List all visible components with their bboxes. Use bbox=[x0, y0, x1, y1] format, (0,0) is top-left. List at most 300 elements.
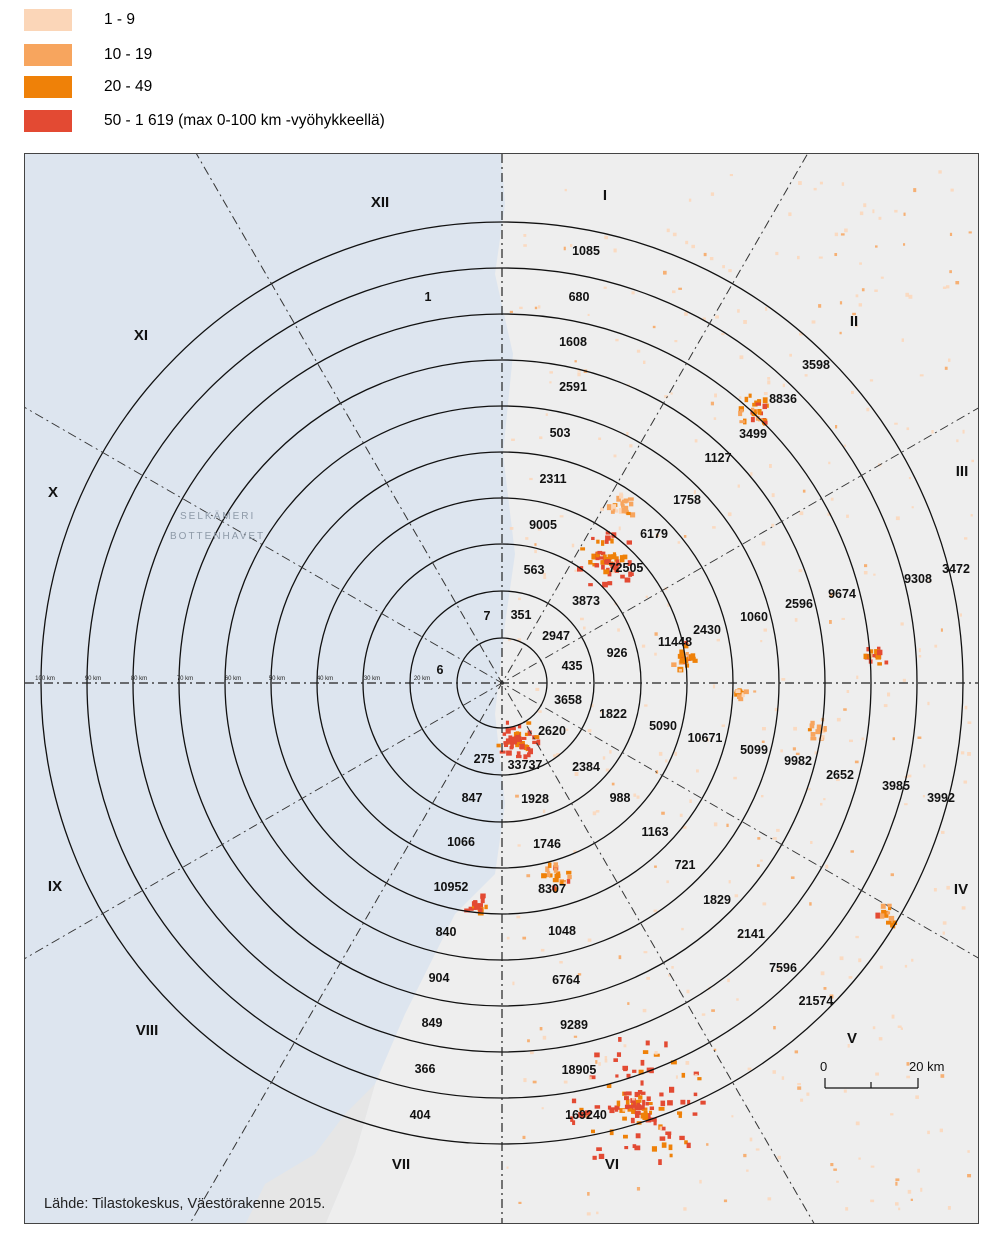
population-cell bbox=[547, 871, 550, 877]
population-cell bbox=[836, 1181, 839, 1183]
population-value: 5090 bbox=[649, 719, 677, 733]
population-value: 2311 bbox=[539, 472, 567, 486]
population-cell bbox=[844, 445, 846, 447]
population-value: 1060 bbox=[740, 610, 768, 624]
population-cell bbox=[808, 728, 812, 731]
population-cell bbox=[760, 860, 763, 862]
population-cell bbox=[695, 439, 698, 442]
population-value: 3499 bbox=[739, 427, 767, 441]
population-cell bbox=[851, 850, 854, 852]
population-cell bbox=[920, 1188, 922, 1192]
population-cell bbox=[881, 277, 884, 279]
population-cell bbox=[849, 740, 853, 742]
population-cell bbox=[588, 314, 590, 316]
population-cell bbox=[522, 937, 526, 940]
legend-swatch bbox=[24, 110, 72, 132]
population-cell bbox=[609, 750, 611, 753]
population-cell bbox=[566, 871, 571, 875]
population-cell bbox=[478, 908, 482, 912]
legend-item-50-plus bbox=[24, 110, 385, 132]
population-cell bbox=[946, 886, 950, 890]
population-cell bbox=[834, 253, 837, 256]
population-cell bbox=[895, 1178, 899, 1181]
population-cell bbox=[632, 291, 635, 294]
population-cell bbox=[637, 796, 640, 799]
population-cell bbox=[594, 1053, 599, 1058]
population-cell bbox=[727, 979, 730, 982]
population-cell bbox=[956, 439, 958, 442]
population-cell bbox=[644, 704, 647, 706]
population-cell bbox=[633, 794, 636, 797]
population-cell bbox=[965, 706, 968, 710]
population-cell bbox=[726, 824, 728, 827]
population-cell bbox=[683, 1207, 686, 1210]
population-cell bbox=[738, 485, 740, 488]
population-cell bbox=[659, 1093, 663, 1097]
population-cell bbox=[951, 189, 954, 192]
population-cell bbox=[519, 744, 524, 749]
population-cell bbox=[626, 1091, 632, 1095]
population-cell bbox=[632, 1070, 636, 1073]
sector-label-VI: VI bbox=[604, 1156, 620, 1173]
population-cell bbox=[598, 1062, 601, 1066]
population-cell bbox=[507, 937, 510, 940]
population-cell bbox=[564, 247, 566, 251]
population-cell bbox=[596, 540, 599, 544]
population-cell bbox=[962, 906, 966, 909]
population-cell bbox=[525, 733, 528, 736]
population-cell bbox=[654, 910, 658, 913]
population-cell bbox=[554, 868, 558, 873]
population-cell bbox=[888, 907, 891, 910]
population-cell bbox=[771, 524, 774, 527]
population-cell bbox=[660, 1126, 662, 1130]
population-cell bbox=[717, 639, 720, 641]
population-value: 1066 bbox=[447, 835, 475, 849]
population-cell bbox=[654, 866, 657, 868]
population-cell bbox=[583, 627, 586, 630]
population-value: 3658 bbox=[554, 693, 582, 707]
population-cell bbox=[643, 1009, 647, 1012]
population-cell bbox=[632, 1098, 635, 1100]
population-cell bbox=[711, 402, 714, 406]
population-cell bbox=[851, 391, 854, 394]
population-cell bbox=[805, 374, 808, 376]
population-cell bbox=[901, 1028, 903, 1030]
population-cell bbox=[510, 311, 513, 313]
population-cell bbox=[722, 265, 725, 268]
population-cell bbox=[596, 810, 600, 813]
population-cell bbox=[503, 732, 507, 736]
population-cell bbox=[884, 704, 888, 707]
population-cell bbox=[800, 1099, 803, 1102]
population-cell bbox=[686, 652, 689, 655]
population-cell bbox=[654, 653, 657, 656]
population-cell bbox=[679, 1136, 684, 1140]
population-cell bbox=[737, 309, 740, 312]
population-cell bbox=[901, 622, 904, 625]
ring-label: 20 km bbox=[413, 676, 431, 682]
sector-label-XII: XII bbox=[370, 194, 390, 211]
population-cell bbox=[506, 728, 511, 734]
population-cell bbox=[631, 1118, 635, 1123]
population-cell bbox=[884, 914, 888, 918]
population-cell bbox=[667, 229, 670, 233]
population-cell bbox=[711, 1009, 715, 1012]
population-cell bbox=[607, 504, 612, 510]
population-cell bbox=[751, 417, 755, 422]
population-cell bbox=[702, 1013, 705, 1015]
population-cell bbox=[601, 540, 604, 546]
population-cell bbox=[699, 1180, 701, 1184]
population-cell bbox=[793, 747, 796, 750]
population-cell bbox=[908, 1190, 911, 1194]
population-cell bbox=[810, 841, 812, 844]
legend-item-10-19 bbox=[24, 44, 152, 66]
population-cell bbox=[842, 618, 845, 620]
population-cell bbox=[622, 1066, 628, 1070]
population-cell bbox=[860, 212, 863, 216]
population-cell bbox=[835, 425, 837, 428]
population-value: 351 bbox=[510, 608, 532, 622]
population-cell bbox=[943, 287, 946, 289]
population-cell bbox=[577, 372, 580, 376]
population-cell bbox=[968, 721, 972, 724]
population-cell bbox=[967, 752, 971, 756]
population-cell bbox=[858, 1158, 860, 1160]
population-cell bbox=[879, 217, 882, 220]
population-cell bbox=[625, 578, 631, 583]
population-cell bbox=[597, 551, 602, 554]
population-cell bbox=[625, 1105, 629, 1110]
population-cell bbox=[819, 257, 823, 259]
ring-label: 70 km bbox=[176, 676, 194, 682]
population-cell bbox=[607, 581, 612, 585]
population-cell bbox=[523, 244, 527, 247]
population-cell bbox=[527, 1039, 530, 1042]
population-cell bbox=[636, 1133, 641, 1138]
sector-label-V: V bbox=[846, 1030, 858, 1047]
population-value: 3873 bbox=[572, 594, 600, 608]
population-cell bbox=[678, 654, 681, 659]
population-cell bbox=[546, 413, 548, 416]
population-cell bbox=[680, 814, 683, 817]
population-value: 8307 bbox=[538, 882, 566, 896]
population-cell bbox=[773, 1070, 776, 1074]
population-cell bbox=[680, 1100, 685, 1105]
population-cell bbox=[967, 1174, 971, 1177]
population-cell bbox=[512, 982, 514, 986]
population-cell bbox=[615, 1074, 618, 1077]
population-value: 2596 bbox=[785, 597, 813, 611]
population-cell bbox=[859, 303, 862, 306]
population-value: 3472 bbox=[942, 562, 970, 576]
population-cell bbox=[855, 936, 858, 938]
population-cell bbox=[661, 812, 665, 815]
population-value: 10952 bbox=[433, 880, 469, 894]
population-cell bbox=[647, 1096, 651, 1101]
population-cell bbox=[587, 1192, 590, 1196]
population-cell bbox=[500, 751, 506, 754]
population-cell bbox=[539, 436, 542, 439]
population-cell bbox=[835, 233, 838, 237]
population-cell bbox=[700, 1101, 705, 1105]
population-cell bbox=[955, 281, 959, 284]
scale-start: 0 bbox=[820, 1059, 828, 1074]
population-cell bbox=[559, 961, 562, 963]
population-cell bbox=[840, 301, 842, 304]
population-cell bbox=[721, 333, 724, 335]
population-value: 6764 bbox=[552, 973, 580, 987]
population-cell bbox=[679, 1114, 682, 1118]
population-cell bbox=[538, 305, 540, 308]
population-cell bbox=[746, 1170, 749, 1172]
population-cell bbox=[824, 726, 827, 732]
population-cell bbox=[684, 535, 686, 538]
population-cell bbox=[764, 629, 767, 632]
population-cell bbox=[510, 527, 514, 530]
population-cell bbox=[763, 404, 768, 409]
population-value: 2430 bbox=[693, 623, 721, 637]
population-cell bbox=[856, 676, 858, 679]
population-cell bbox=[685, 241, 688, 244]
legend-item-1-9 bbox=[24, 9, 135, 31]
ring-label: 50 km bbox=[268, 676, 286, 682]
population-cell bbox=[738, 697, 743, 701]
population-cell bbox=[762, 727, 766, 730]
population-cell bbox=[757, 837, 760, 840]
population-cell bbox=[710, 257, 714, 260]
population-cell bbox=[875, 1073, 879, 1076]
population-value: 721 bbox=[674, 858, 696, 872]
population-cell bbox=[564, 1081, 568, 1084]
population-cell bbox=[643, 361, 645, 364]
population-cell bbox=[642, 1100, 645, 1106]
population-value: 680 bbox=[568, 290, 590, 304]
population-value: 847 bbox=[461, 791, 483, 805]
population-cell bbox=[820, 803, 822, 806]
population-cell bbox=[911, 1199, 913, 1201]
population-cell bbox=[833, 1169, 837, 1171]
population-value: 1048 bbox=[548, 924, 576, 938]
population-cell bbox=[763, 397, 768, 403]
population-value: 3598 bbox=[802, 358, 830, 372]
population-cell bbox=[934, 888, 937, 891]
population-cell bbox=[523, 1078, 526, 1082]
legend-item-20-49 bbox=[24, 76, 152, 98]
population-cell bbox=[764, 392, 768, 395]
population-value: 1127 bbox=[704, 451, 732, 465]
population-cell bbox=[927, 1131, 930, 1134]
population-cell bbox=[714, 417, 716, 420]
population-cell bbox=[773, 837, 777, 840]
population-cell bbox=[885, 661, 889, 665]
population-cell bbox=[641, 1113, 644, 1119]
population-cell bbox=[793, 727, 797, 731]
population-cell bbox=[696, 769, 699, 772]
population-cell bbox=[541, 949, 545, 952]
population-cell bbox=[971, 514, 973, 516]
population-value: 7596 bbox=[769, 961, 797, 975]
population-cell bbox=[646, 1102, 649, 1106]
population-cell bbox=[735, 689, 740, 693]
population-cell bbox=[593, 811, 596, 815]
population-cell bbox=[797, 1083, 801, 1085]
population-cell bbox=[533, 1081, 537, 1084]
population-cell bbox=[894, 210, 897, 213]
population-cell bbox=[877, 662, 882, 665]
population-cell bbox=[534, 550, 537, 553]
population-cell bbox=[769, 464, 772, 468]
population-value: 3992 bbox=[927, 791, 955, 805]
population-cell bbox=[776, 829, 780, 832]
population-cell bbox=[497, 744, 501, 748]
population-cell bbox=[919, 655, 921, 657]
population-value: 3985 bbox=[882, 779, 910, 793]
population-cell bbox=[613, 509, 616, 512]
population-cell bbox=[596, 1212, 598, 1215]
population-cell bbox=[694, 1093, 698, 1097]
population-cell bbox=[927, 702, 929, 705]
population-cell bbox=[821, 971, 825, 975]
population-cell bbox=[887, 911, 890, 914]
population-value: 2652 bbox=[826, 768, 854, 782]
population-cell bbox=[666, 880, 668, 883]
population-cell bbox=[613, 552, 616, 556]
legend-label: 10 - 19 bbox=[104, 46, 153, 63]
population-cell bbox=[622, 1117, 627, 1121]
population-cell bbox=[674, 340, 677, 342]
population-cell bbox=[517, 751, 521, 755]
population-value: 1608 bbox=[559, 335, 587, 349]
sea-name-fi: SELKÄMERI bbox=[180, 511, 256, 522]
population-cell bbox=[948, 359, 950, 362]
population-cell bbox=[672, 290, 675, 293]
population-cell bbox=[600, 560, 604, 565]
map-canvas bbox=[25, 154, 979, 1224]
population-cell bbox=[864, 564, 867, 567]
population-cell bbox=[623, 1135, 628, 1139]
population-cell bbox=[858, 958, 861, 962]
population-value: 6179 bbox=[640, 527, 668, 541]
population-cell bbox=[923, 795, 925, 797]
population-cell bbox=[874, 290, 877, 292]
population-cell bbox=[673, 233, 677, 237]
population-cell bbox=[481, 899, 485, 904]
population-cell bbox=[845, 1207, 848, 1211]
population-value: 840 bbox=[435, 925, 457, 939]
population-cell bbox=[739, 420, 745, 423]
population-cell bbox=[844, 229, 848, 233]
population-cell bbox=[474, 904, 479, 907]
population-cell bbox=[859, 262, 862, 264]
population-cell bbox=[815, 729, 820, 734]
ring-labels bbox=[35, 676, 430, 682]
population-cell bbox=[706, 1143, 708, 1146]
population-value: 503 bbox=[549, 426, 571, 440]
population-cell bbox=[730, 174, 733, 176]
population-cell bbox=[775, 252, 778, 255]
population-cell bbox=[840, 956, 844, 960]
population-cell bbox=[614, 249, 617, 253]
population-cell bbox=[756, 1148, 760, 1150]
population-value: 72505 bbox=[608, 561, 644, 575]
population-cell bbox=[614, 455, 617, 458]
population-value: 18905 bbox=[561, 1063, 597, 1077]
population-cell bbox=[601, 565, 605, 570]
population-cell bbox=[799, 569, 803, 572]
population-cell bbox=[740, 355, 744, 359]
population-cell bbox=[714, 822, 717, 826]
population-cell bbox=[604, 287, 607, 289]
population-cell bbox=[691, 245, 695, 248]
population-cell bbox=[837, 718, 841, 722]
population-cell bbox=[843, 708, 847, 711]
population-value: 435 bbox=[561, 659, 583, 673]
population-cell bbox=[870, 1200, 874, 1203]
population-cell bbox=[644, 951, 648, 953]
population-cell bbox=[658, 1159, 662, 1165]
legend-swatch bbox=[24, 9, 72, 31]
population-cell bbox=[841, 233, 845, 235]
population-cell bbox=[729, 880, 731, 883]
population-value: 904 bbox=[428, 971, 450, 985]
population-value: 1085 bbox=[572, 244, 600, 258]
population-cell bbox=[638, 1090, 642, 1094]
population-cell bbox=[635, 1114, 640, 1118]
population-cell bbox=[855, 761, 859, 764]
population-cell bbox=[825, 865, 828, 869]
population-cell bbox=[591, 1130, 595, 1134]
population-cell bbox=[948, 1206, 951, 1210]
population-cell bbox=[541, 873, 546, 878]
population-value: 9674 bbox=[828, 587, 856, 601]
population-cell bbox=[679, 669, 682, 672]
population-cell bbox=[566, 729, 568, 731]
population-cell bbox=[919, 648, 921, 652]
population-cell bbox=[636, 1100, 642, 1103]
ring-label: 80 km bbox=[130, 676, 148, 682]
population-cell bbox=[653, 326, 656, 328]
population-cell bbox=[687, 990, 690, 994]
population-cell bbox=[659, 1107, 665, 1111]
population-cell bbox=[762, 542, 766, 546]
population-cell bbox=[911, 959, 913, 962]
population-cell bbox=[650, 1107, 654, 1111]
sector-label-III: III bbox=[955, 463, 969, 480]
population-value: 563 bbox=[523, 563, 545, 577]
population-cell bbox=[782, 1076, 784, 1080]
population-value: 9982 bbox=[784, 754, 812, 768]
population-cell bbox=[856, 1122, 860, 1126]
population-value: 1163 bbox=[641, 825, 669, 839]
population-cell bbox=[567, 879, 570, 884]
population-cell bbox=[623, 1109, 626, 1112]
population-cell bbox=[738, 411, 742, 416]
population-cell bbox=[823, 798, 825, 800]
population-value: 7 bbox=[483, 609, 491, 623]
population-cell bbox=[588, 729, 592, 732]
population-cell bbox=[572, 544, 574, 548]
population-value: 849 bbox=[421, 1016, 443, 1030]
population-cell bbox=[773, 1026, 776, 1029]
population-cell bbox=[528, 748, 533, 754]
population-cell bbox=[941, 831, 945, 834]
map-frame bbox=[24, 153, 979, 1224]
population-value: 10671 bbox=[687, 731, 723, 745]
population-cell bbox=[604, 236, 608, 240]
population-value: 2384 bbox=[572, 760, 600, 774]
